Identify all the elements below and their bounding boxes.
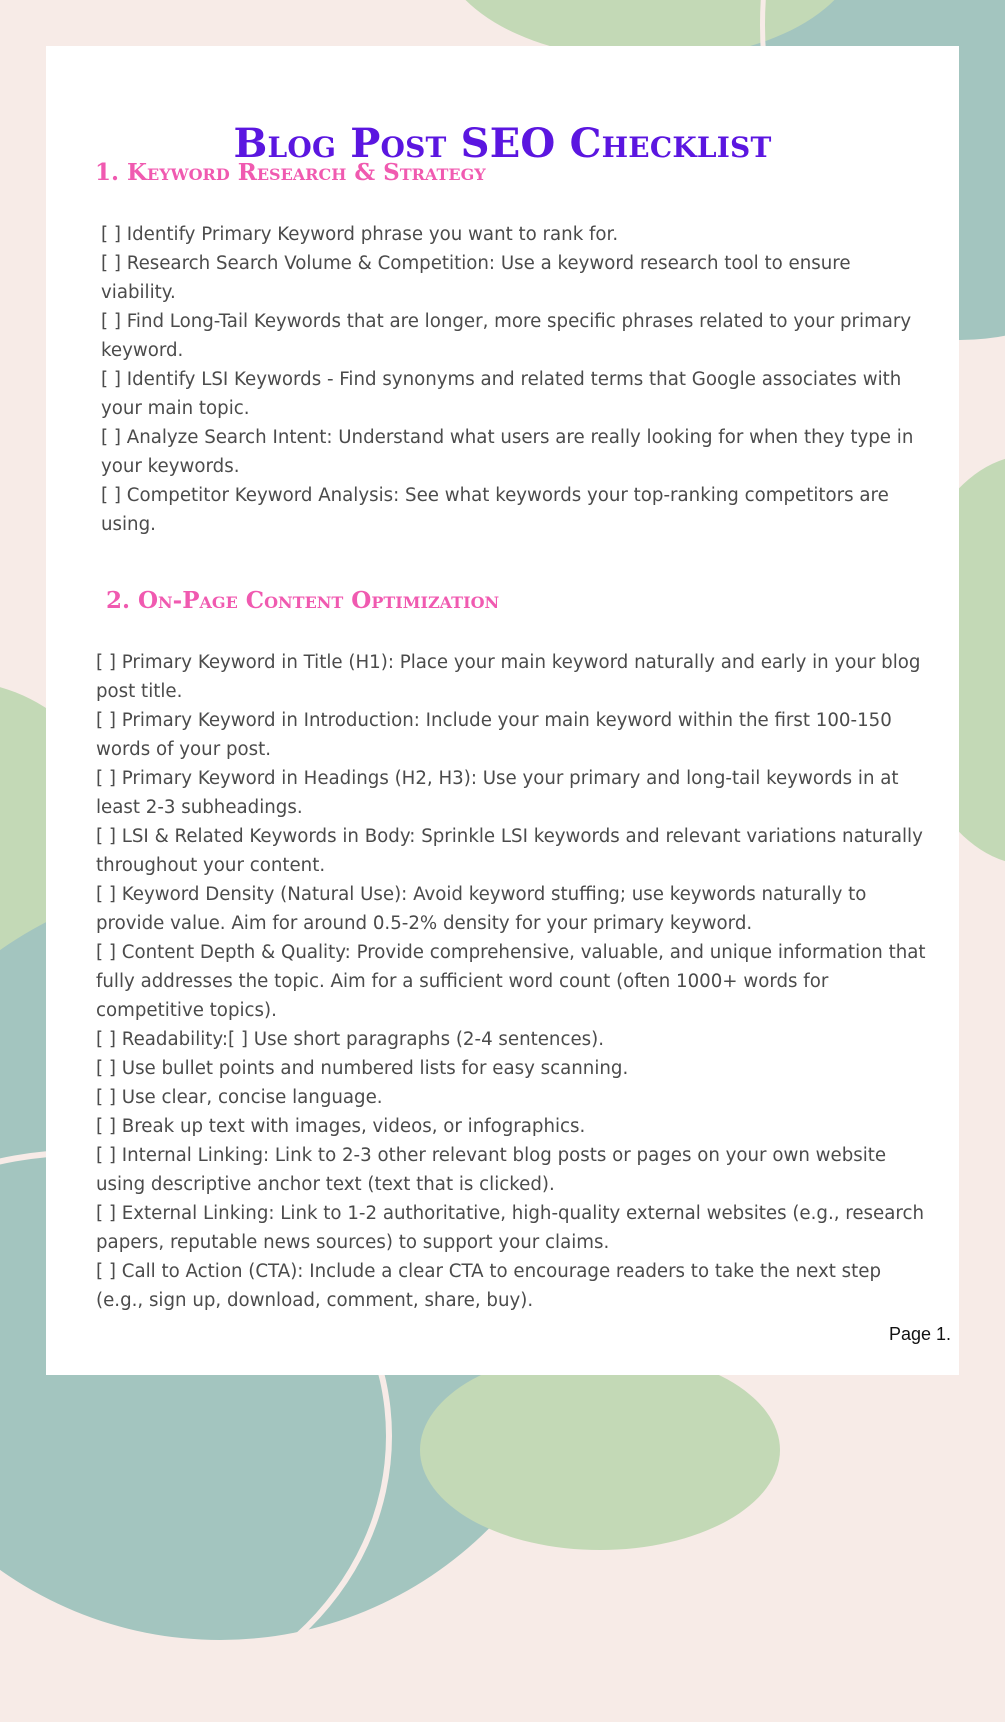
keyword-research-checklist [101, 220, 931, 539]
page-number: Page 1. [888, 1324, 951, 1344]
page-title: Blog Post SEO Checklist [233, 120, 772, 167]
checklist-item: [ ] Use bullet points and numbered lists for easy scanning. [96, 1058, 629, 1079]
checklist-item: [ ] Competitor Keyword Analysis: See what keywords your top-ranking competitors are using. [101, 485, 889, 535]
checklist-item: [ ] Primary Keyword in Introduction: Include your main keyword within the first 100-150 words of your post. [96, 710, 892, 760]
checklist-item: [ ] Use clear, concise language. [96, 1087, 383, 1108]
on-page-optimization-checklist [96, 648, 926, 1315]
checklist-item: [ ] LSI & Related Keywords in Body: Sprinkle LSI keywords and relevant variations naturally throughout your content. [96, 826, 923, 876]
checklist-item: [ ] Analyze Search Intent: Understand what users are really looking for when they type in your keywords. [101, 427, 914, 477]
checklist-item: [ ] Break up text with images, videos, or infographics. [96, 1116, 586, 1137]
checklist-item: [ ] External Linking: Link to 1-2 authoritative, high-quality external websites (e.g., research papers, reputable news sources) to support your claims. [96, 1203, 924, 1253]
checklist-item: [ ] Content Depth & Quality: Provide comprehensive, valuable, and unique information that fully addresses the topic. Aim for a sufficient word count (often 1000+ words for competitive topics). [96, 942, 926, 1021]
checklist-item: [ ] Readability:[ ] Use short paragraphs (2-4 sentences). [96, 1029, 605, 1050]
section-heading-on-page-optimization: 2. On-Page Content Optimization [106, 587, 500, 614]
checklist-item: [ ] Primary Keyword in Headings (H2, H3): Use your primary and long-tail keywords in at least 2-3 subheadings. [96, 768, 899, 818]
background-blob-green-bottom [420, 1350, 780, 1550]
checklist-item: [ ] Keyword Density (Natural Use): Avoid keyword stuffing; use keywords naturally to provide value. Aim for around 0.5-2% density for your primary keyword. [96, 884, 867, 934]
checklist-item: [ ] Find Long-Tail Keywords that are longer, more specific phrases related to your primary keyword. [101, 311, 912, 361]
checklist-card [46, 46, 959, 1375]
section-heading-keyword-research: 1. Keyword Research & Strategy [95, 159, 486, 186]
checklist-item: [ ] Call to Action (CTA): Include a clear CTA to encourage readers to take the next step (e.g., sign up, download, comment, share, buy). [96, 1261, 882, 1311]
checklist-item: [ ] Research Search Volume & Competition: Use a keyword research tool to ensure viability. [101, 253, 851, 303]
checklist-item: [ ] Identify LSI Keywords - Find synonyms and related terms that Google associates with your main topic. [101, 369, 902, 419]
checklist-item: [ ] Primary Keyword in Title (H1): Place your main keyword naturally and early in your blog post title. [96, 652, 921, 702]
checklist-item: [ ] Internal Linking: Link to 2-3 other relevant blog posts or pages on your own website using descriptive anchor text (text that is clicked). [96, 1145, 887, 1195]
checklist-item: [ ] Identify Primary Keyword phrase you want to rank for. [101, 224, 619, 245]
